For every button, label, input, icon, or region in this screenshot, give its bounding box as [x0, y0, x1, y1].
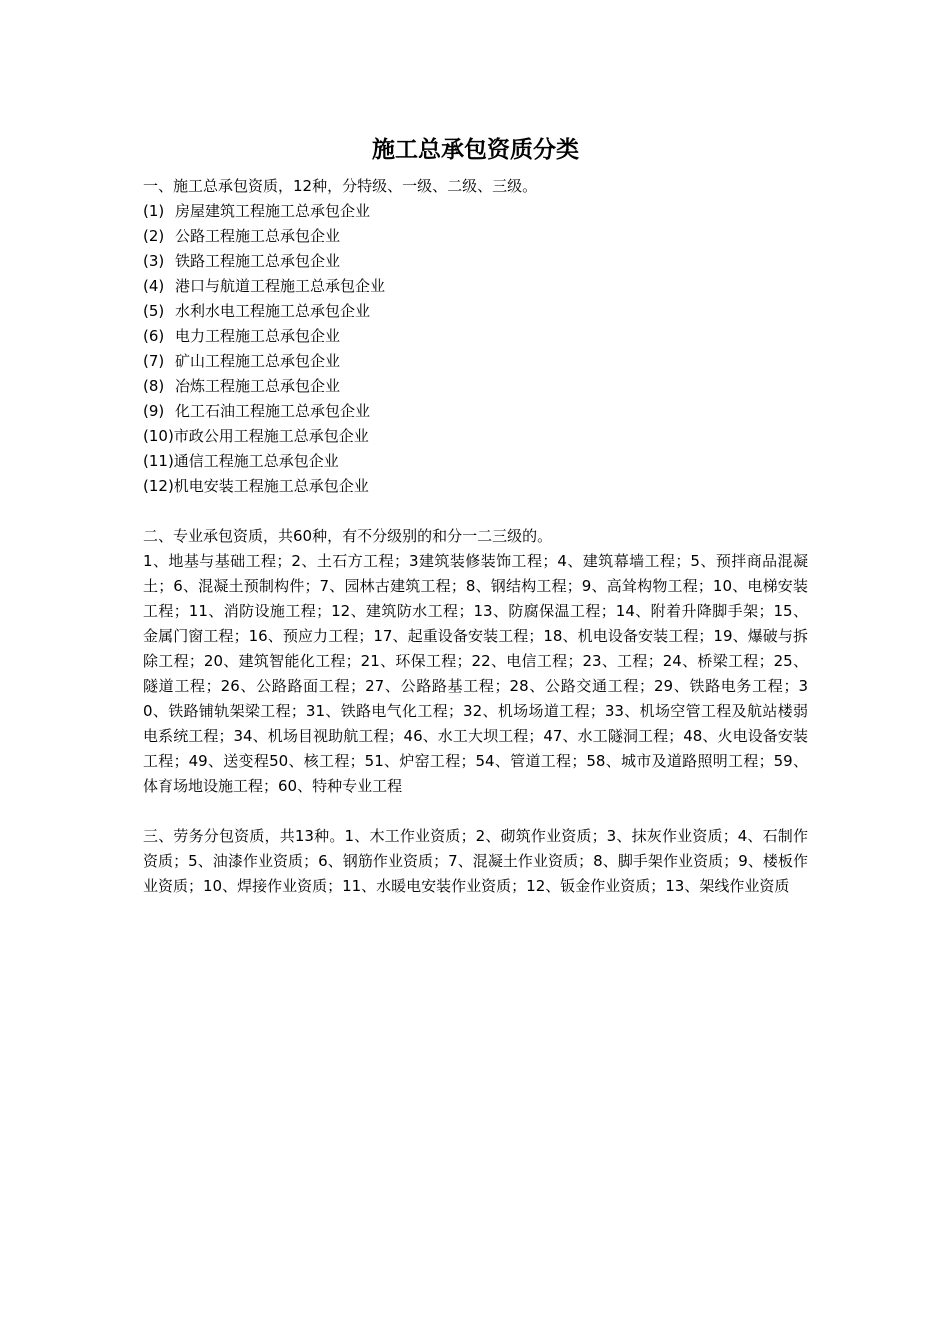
list-item-number: (6) [143, 327, 165, 345]
list-item [143, 199, 808, 224]
list-item-text: 铁路工程施工总承包企业 [175, 252, 341, 270]
list-item [143, 449, 808, 474]
list-item-number: (9) [143, 402, 165, 420]
list-item-number: (7) [143, 352, 165, 370]
list-item [143, 224, 808, 249]
list-item-number: (4) [143, 277, 165, 295]
list-item-text: 水利水电工程施工总承包企业 [175, 302, 371, 320]
section2-heading: 二、专业承包资质，共60种，有不分级别的和分一二三级的。 [143, 527, 553, 545]
list-item-number: (11) [143, 452, 174, 470]
list-item-number: (2) [143, 227, 165, 245]
list-item-text: 冶炼工程施工总承包企业 [175, 377, 341, 395]
list-item [143, 274, 808, 299]
list-item-number: (1) [143, 202, 165, 220]
list-item [143, 249, 808, 274]
list-item-text: 市政公用工程施工总承包企业 [173, 427, 369, 445]
document-title: 施工总承包资质分类 [372, 136, 579, 163]
list-item [143, 424, 808, 449]
list-item-number: (10) [143, 427, 174, 445]
list-item-text: 房屋建筑工程施工总承包企业 [175, 202, 371, 220]
list-item-number: (5) [143, 302, 165, 320]
list-item [143, 474, 808, 499]
list-item-number: (8) [143, 377, 165, 395]
list-item-text: 公路工程施工总承包企业 [175, 227, 341, 245]
list-item-text: 电力工程施工总承包企业 [175, 327, 341, 345]
document-page [143, 128, 808, 899]
section1-heading: 一、施工总承包资质，12种，分特级、一级、二级、三级。 [143, 177, 538, 195]
paragraph-spacer [143, 499, 808, 524]
list-item-text: 机电安装工程施工总承包企业 [173, 477, 369, 495]
list-item [143, 324, 808, 349]
list-item-number: (3) [143, 252, 165, 270]
list-item-text: 化工石油工程施工总承包企业 [175, 402, 371, 420]
list-item [143, 374, 808, 399]
list-item-text: 港口与航道工程施工总承包企业 [175, 277, 386, 295]
list-item [143, 349, 808, 374]
list-item-number: (12) [143, 477, 174, 495]
list-item [143, 299, 808, 324]
section3-body: 三、劳务分包资质，共13种。1、木工作业资质；2、砌筑作业资质；3、抹灰作业资质；4、石制作资质；5、油漆作业资质；6、钢筋作业资质；7、混凝土作业资质；8、脚手架作业资质；9、楼板作业资质；10、焊接作业资质；11、水暖电安装作业资质；12、钣金作业资质；13、架线作业资质 [143, 827, 808, 895]
list-item-text: 矿山工程施工总承包企业 [175, 352, 341, 370]
section1-list [143, 199, 808, 499]
list-item [143, 399, 808, 424]
list-item-text: 通信工程施工总承包企业 [173, 452, 339, 470]
paragraph-spacer [143, 799, 808, 824]
section2-body: 1、地基与基础工程；2、土石方工程；3建筑装修装饰工程；4、建筑幕墙工程；5、预拌商品混凝土；6、混凝土预制构件；7、园林古建筑工程；8、钢结构工程；9、高耸构物工程；10、电梯安装工程；11、消防设施工程；12、建筑防水工程；13、防腐保温工程；14、附着升降脚手架；15、金属门窗工程；16、预应力工程；17、起重设备安装工程；18、机电设备安装工程；19、爆破与拆除工程；20、建筑智能化工程；21、环保工程；22、电信工程；23、工程；24、桥梁工程；25、隧道工程；26、公路路面工程；27、公路路基工程；28、公路交通工程；29、铁路电务工程；30、铁路铺轨架梁工程；31、铁路电气化工程；32、机场场道工程；33、机场空管工程及航站楼弱电系统工程；34、机场目视助航工程；46、水工大坝工程；47、水工隧洞工程；48、火电设备安装工程；49、送变程50、核工程；51、炉窑工程；54、管道工程；58、城市及道路照明工程；59、体育场地设施工程；60、特种专业工程 [143, 552, 808, 795]
